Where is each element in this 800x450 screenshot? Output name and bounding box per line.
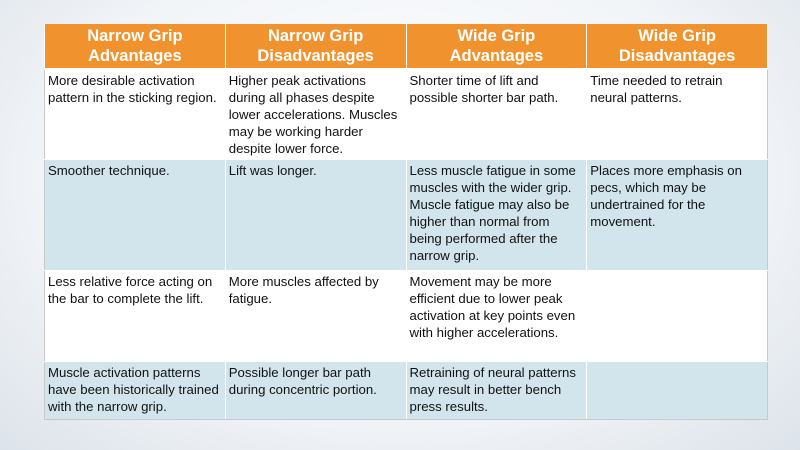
table-cell: Higher peak activations during all phases despite lower accelerations. Muscles may be working harder despite lower force. [225, 69, 406, 159]
table-cell: Shorter time of lift and possible shorter bar path. [406, 69, 587, 159]
table-cell: Smoother technique. [45, 159, 226, 270]
table-cell: More muscles affected by fatigue. [225, 270, 406, 361]
table-cell: Places more emphasis on pecs, which may be undertrained for the movement. [587, 159, 768, 270]
table-header-row [45, 24, 768, 69]
table-cell [587, 361, 768, 419]
table-cell: Less muscle fatigue in some muscles with the wider grip. Muscle fatigue may also be higher than normal from being performed after the narrow grip. [406, 159, 587, 270]
table-cell: Time needed to retrain neural patterns. [587, 69, 768, 159]
table-row [45, 159, 768, 270]
table-cell: Movement may be more efficient due to lower peak activation at key points even with higher accelerations. [406, 270, 587, 361]
table-row [45, 69, 768, 159]
comparison-table [44, 24, 768, 420]
header-wide-grip-disadvantages: Wide Grip Disadvantages [587, 24, 768, 69]
table-cell: Possible longer bar path during concentric portion. [225, 361, 406, 419]
table-cell: More desirable activation pattern in the sticking region. [45, 69, 226, 159]
header-wide-grip-advantages: Wide Grip Advantages [406, 24, 587, 69]
header-narrow-grip-disadvantages: Narrow Grip Disadvantages [225, 24, 406, 69]
table-cell [587, 270, 768, 361]
table-cell: Lift was longer. [225, 159, 406, 270]
table-row [45, 361, 768, 419]
table-row [45, 270, 768, 361]
table-cell: Less relative force acting on the bar to complete the lift. [45, 270, 226, 361]
table-cell: Muscle activation patterns have been historically trained with the narrow grip. [45, 361, 226, 419]
table-cell: Retraining of neural patterns may result in better bench press results. [406, 361, 587, 419]
header-narrow-grip-advantages: Narrow Grip Advantages [45, 24, 226, 69]
